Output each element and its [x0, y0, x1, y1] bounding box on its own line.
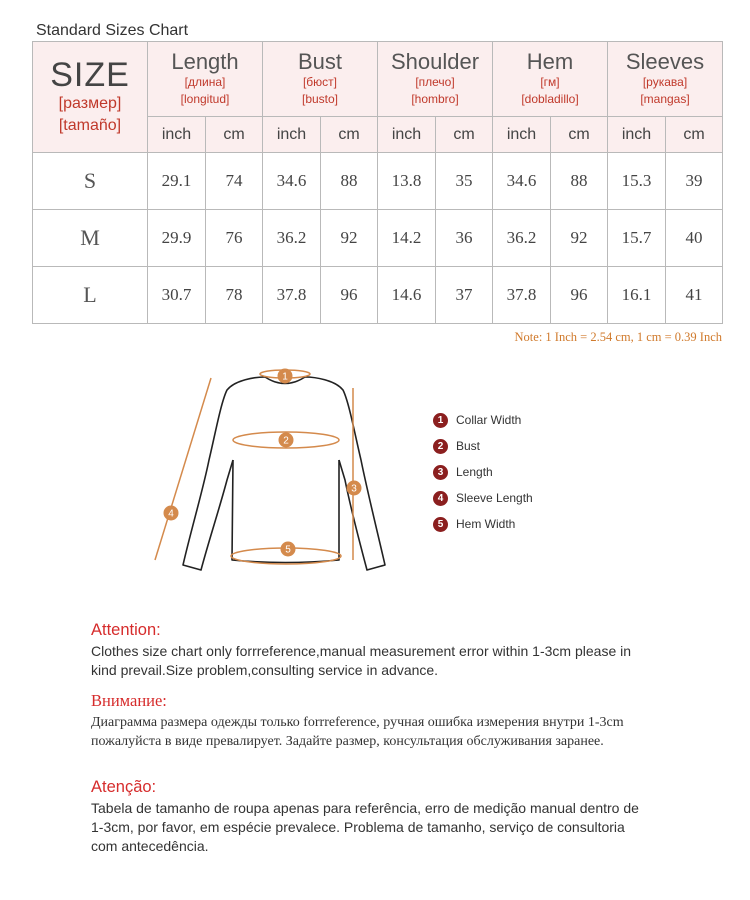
category-ru: [плечо]: [415, 75, 455, 89]
legend-label: Sleeve Length: [456, 491, 533, 505]
unit-cm: cm: [551, 117, 608, 153]
table-cell: 78: [206, 267, 263, 324]
size-table: [32, 41, 723, 324]
category-ru: [рукава]: [642, 75, 688, 89]
unit-inch: inch: [493, 117, 551, 153]
category-name: Bust: [297, 49, 343, 74]
legend-badge: 2: [433, 439, 448, 454]
legend-item: [433, 485, 533, 511]
unit-cm: cm: [206, 117, 263, 153]
unit-inch: inch: [378, 117, 436, 153]
measure-guides: [155, 370, 353, 564]
legend-badge: 1: [433, 413, 448, 428]
chart-title: Standard Sizes Chart: [36, 22, 189, 39]
header-row: [33, 42, 723, 117]
legend-badge: 3: [433, 465, 448, 480]
size-header-cell: [33, 42, 148, 153]
table-cell: 96: [321, 267, 378, 324]
badge-2: [279, 433, 294, 448]
header-sleeves: [608, 42, 723, 117]
legend-badge: 4: [433, 491, 448, 506]
table-row: [33, 153, 723, 210]
table-cell: 88: [321, 153, 378, 210]
table-cell: 76: [206, 210, 263, 267]
table-row: [33, 267, 723, 324]
attention-ru-body: Диаграмма размера одежды только forrreference, ручная ошибка измерения внутри 1-3cm пожалуйста в виде превалирует. Задайте размер, консультация обслуживания заранее.: [91, 715, 624, 749]
table-cell: 40: [666, 210, 723, 267]
legend-label: Length: [456, 465, 493, 479]
category-ru: [гм]: [540, 75, 560, 89]
header-bust: [263, 42, 378, 117]
category-ru: [длина]: [184, 75, 226, 89]
header-shoulder: [378, 42, 493, 117]
badge-5: [281, 542, 296, 557]
category-ru: [бюст]: [302, 75, 338, 89]
category-es: [mangas]: [640, 92, 690, 106]
unit-inch: inch: [608, 117, 666, 153]
table-cell: 36: [436, 210, 493, 267]
badge-number: 5: [285, 544, 291, 556]
header-hem: [493, 42, 608, 117]
legend-badge: 5: [433, 517, 448, 532]
table-cell: 13.8: [378, 153, 436, 210]
size-label-ru: [размер]: [58, 95, 122, 112]
conversion-note: Note: 1 Inch = 2.54 cm, 1 cm = 0.39 Inch: [514, 330, 722, 344]
unit-cm: cm: [666, 117, 723, 153]
category-name: Hem: [526, 49, 574, 74]
table-cell: 74: [206, 153, 263, 210]
size-s: S: [33, 153, 148, 210]
badge-4: [164, 506, 179, 521]
table-cell: 37: [436, 267, 493, 324]
attention-ru: [91, 691, 651, 751]
table-cell: 41: [666, 267, 723, 324]
table-cell: 36.2: [493, 210, 551, 267]
category-es: [dobladillo]: [521, 92, 579, 106]
badge-number: 3: [351, 483, 357, 495]
garment-diagram: [115, 350, 615, 580]
legend-label: Bust: [456, 439, 481, 453]
badge-number: 4: [168, 508, 174, 520]
table-cell: 14.2: [378, 210, 436, 267]
table-cell: 96: [551, 267, 608, 324]
badge-number: 1: [282, 371, 288, 383]
legend-item: [433, 511, 533, 537]
table-cell: 36.2: [263, 210, 321, 267]
badge-1: [278, 369, 293, 384]
unit-inch: inch: [263, 117, 321, 153]
unit-inch: inch: [148, 117, 206, 153]
size-l: L: [33, 267, 148, 324]
attention-en-title: Attention:: [91, 621, 161, 639]
legend-item: [433, 459, 533, 485]
table-cell: 88: [551, 153, 608, 210]
category-es: [longitud]: [180, 92, 230, 106]
category-es: [hombro]: [411, 92, 459, 106]
table-cell: 15.7: [608, 210, 666, 267]
legend-item: [433, 407, 533, 433]
legend-label: Hem Width: [456, 517, 516, 531]
category-name: Length: [171, 49, 239, 74]
category-name: Sleeves: [625, 49, 705, 74]
attention-pt: [91, 778, 651, 856]
table-cell: 92: [551, 210, 608, 267]
attention-en: [91, 621, 651, 680]
table-cell: 29.9: [148, 210, 206, 267]
table-cell: 29.1: [148, 153, 206, 210]
unit-cm: cm: [436, 117, 493, 153]
table-cell: 35: [436, 153, 493, 210]
header-length: [148, 42, 263, 117]
table-cell: 15.3: [608, 153, 666, 210]
table-row: [33, 210, 723, 267]
table-cell: 92: [321, 210, 378, 267]
sweater-outline: [183, 377, 385, 570]
attention-pt-title: Atenção:: [91, 778, 157, 796]
table-cell: 30.7: [148, 267, 206, 324]
table-cell: 34.6: [263, 153, 321, 210]
badge-3: [347, 481, 362, 496]
attention-en-body: Clothes size chart only forrreference,manual measurement error within 1-3cm please in kind prevail.Size problem,consulting service in advance.: [91, 643, 632, 678]
size-label: SIZE: [50, 56, 130, 94]
size-label-es: [tamaño]: [58, 117, 122, 134]
legend-label: Collar Width: [456, 413, 522, 427]
table-cell: 39: [666, 153, 723, 210]
table-cell: 37.8: [493, 267, 551, 324]
attention-ru-title: Внимание:: [91, 691, 167, 710]
unit-cm: cm: [321, 117, 378, 153]
table-cell: 37.8: [263, 267, 321, 324]
category-es: [busto]: [301, 92, 339, 106]
table-cell: 34.6: [493, 153, 551, 210]
table-cell: 16.1: [608, 267, 666, 324]
badge-number: 2: [283, 435, 289, 447]
size-m: M: [33, 210, 148, 267]
category-name: Shoulder: [390, 49, 480, 74]
legend-item: [433, 433, 533, 459]
attention-pt-body: Tabela de tamanho de roupa apenas para referência, erro de medição manual dentro de 1-3cm, por favor, em espécie prevalece. Problema de tamanho, serviço de consultoria com antecedência.: [91, 800, 639, 854]
measurement-legend: [433, 407, 533, 537]
table-cell: 14.6: [378, 267, 436, 324]
